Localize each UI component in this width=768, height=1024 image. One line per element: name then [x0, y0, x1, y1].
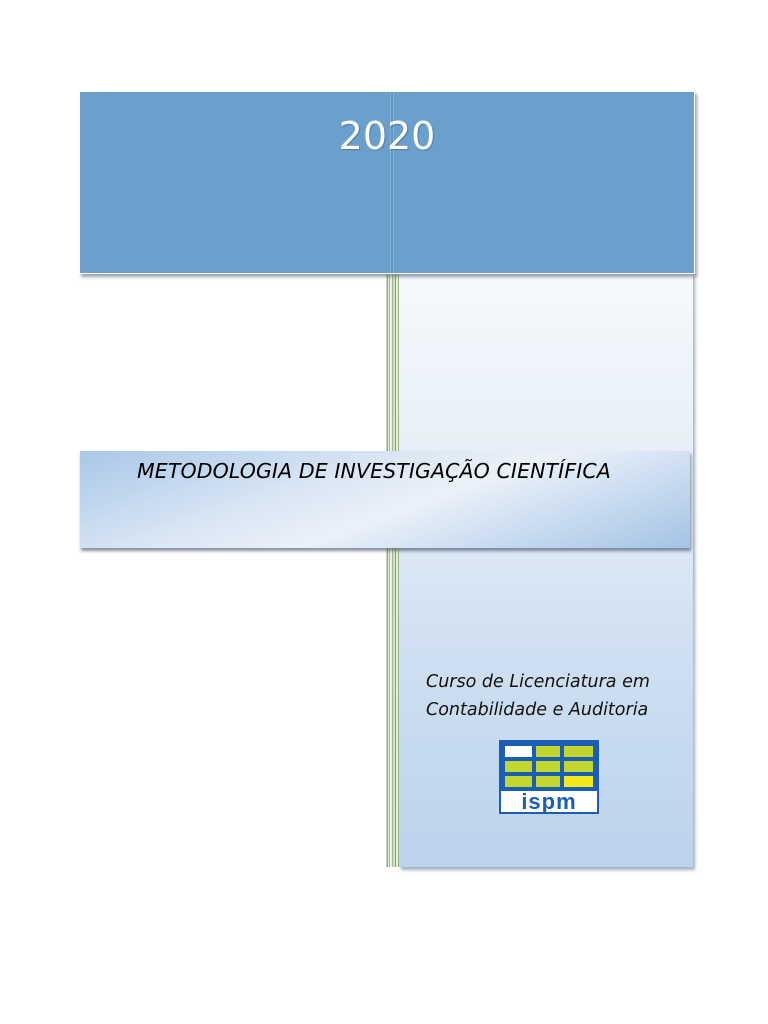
- title-banner: [80, 451, 690, 548]
- logo-cell: [536, 761, 560, 772]
- logo-cell: [505, 776, 532, 787]
- course-line-2: Contabilidade e Auditoria: [426, 700, 649, 720]
- header-block: [79, 91, 695, 274]
- document-title: METODOLOGIA DE INVESTIGAÇÃO CIENTÍFICA: [137, 459, 611, 483]
- course-line-1: Curso de Licenciatura em: [426, 672, 650, 692]
- logo-cell: [564, 776, 593, 787]
- logo-text: ispm: [521, 789, 577, 814]
- course-name: [426, 668, 686, 724]
- logo-cell: [536, 776, 560, 787]
- year-label: 2020: [338, 114, 436, 158]
- logo-cell: [505, 746, 532, 757]
- logo-cell: [505, 761, 532, 772]
- vertical-striped-line: [386, 272, 399, 867]
- ispm-logo: [499, 740, 599, 814]
- logo-cell: [564, 761, 593, 772]
- logo-cell: [564, 746, 593, 757]
- logo-cell: [536, 746, 560, 757]
